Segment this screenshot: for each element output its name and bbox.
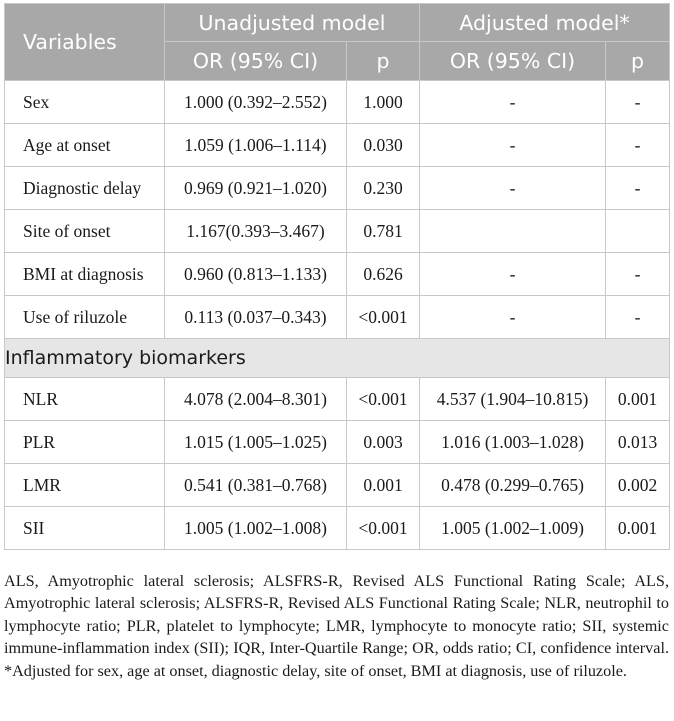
adjusted-or-cell: - xyxy=(420,296,606,339)
table-row xyxy=(5,378,670,421)
adjusted-or-cell xyxy=(420,210,606,253)
table-row xyxy=(5,210,670,253)
adjusted-or-cell: - xyxy=(420,124,606,167)
unadjusted-or-cell: 0.969 (0.921–1.020) xyxy=(165,167,347,210)
variables-header: Variables xyxy=(5,4,165,81)
adjusted-p-cell: - xyxy=(606,124,670,167)
table-row xyxy=(5,253,670,296)
variable-label: BMI at diagnosis xyxy=(5,253,165,296)
adjusted-or-cell: - xyxy=(420,167,606,210)
variable-label: Site of onset xyxy=(5,210,165,253)
unadjusted-or-cell: 1.015 (1.005–1.025) xyxy=(165,421,347,464)
unadjusted-or-cell: 1.059 (1.006–1.114) xyxy=(165,124,347,167)
table-row xyxy=(5,296,670,339)
unadjusted-or-cell: 0.541 (0.381–0.768) xyxy=(165,464,347,507)
unadjusted-p-cell: 0.626 xyxy=(347,253,420,296)
table-row xyxy=(5,421,670,464)
unadjusted-p-header: p xyxy=(347,42,420,81)
unadjusted-or-cell: 1.005 (1.002–1.008) xyxy=(165,507,347,550)
adjusted-p-cell: 0.013 xyxy=(606,421,670,464)
section-row xyxy=(5,339,670,378)
adjusted-or-ci-header: OR (95% CI) xyxy=(420,42,606,81)
variable-label: Use of riluzole xyxy=(5,296,165,339)
adjusted-p-cell: - xyxy=(606,253,670,296)
table-row xyxy=(5,464,670,507)
adjusted-p-header: p xyxy=(606,42,670,81)
adjusted-or-cell: 0.478 (0.299–0.765) xyxy=(420,464,606,507)
adjusted-p-cell: 0.002 xyxy=(606,464,670,507)
adjusted-p-cell: - xyxy=(606,81,670,124)
unadjusted-p-cell: <0.001 xyxy=(347,296,420,339)
header-row-top xyxy=(5,4,670,42)
table-row xyxy=(5,167,670,210)
unadjusted-p-cell: 0.030 xyxy=(347,124,420,167)
regression-table xyxy=(4,3,670,550)
unadjusted-model-header: Unadjusted model xyxy=(165,4,420,42)
unadjusted-or-ci-header: OR (95% CI) xyxy=(165,42,347,81)
section-title: Inflammatory biomarkers xyxy=(5,339,670,378)
table-row xyxy=(5,507,670,550)
unadjusted-p-cell: 0.003 xyxy=(347,421,420,464)
variable-label: Diagnostic delay xyxy=(5,167,165,210)
table-row xyxy=(5,81,670,124)
adjusted-p-cell: 0.001 xyxy=(606,507,670,550)
table-footnote: ALS, Amyotrophic lateral sclerosis; ALSFRS-R, Revised ALS Functional Rating Scale; ALS, Amyotrophic lateral sclerosis; ALSFRS-R, Revised ALS Functional Rating Scale; NLR, neutrophil to lymphocyte ratio; PLR, platelet to lymphocyte; LMR, lymphocyte to monocyte ratio; SII, systemic immune-inflammation index (SII); IQR, Inter-Quartile Range; OR, odds ratio; CI, confidence interval. *Adjusted for sex, age at onset, diagnostic delay, site of onset, BMI at diagnosis, use of riluzole. xyxy=(4,572,669,680)
unadjusted-p-cell: 0.781 xyxy=(347,210,420,253)
variable-label: LMR xyxy=(5,464,165,507)
adjusted-p-cell: - xyxy=(606,296,670,339)
adjusted-model-header: Adjusted model* xyxy=(420,4,670,42)
unadjusted-or-cell: 0.113 (0.037–0.343) xyxy=(165,296,347,339)
adjusted-or-cell: - xyxy=(420,253,606,296)
adjusted-p-cell: 0.001 xyxy=(606,378,670,421)
unadjusted-p-cell: <0.001 xyxy=(347,378,420,421)
unadjusted-or-cell: 0.960 (0.813–1.133) xyxy=(165,253,347,296)
unadjusted-p-cell: 0.230 xyxy=(347,167,420,210)
variable-label: PLR xyxy=(5,421,165,464)
adjusted-or-cell: 4.537 (1.904–10.815) xyxy=(420,378,606,421)
adjusted-p-cell: - xyxy=(606,167,670,210)
unadjusted-p-cell: 0.001 xyxy=(347,464,420,507)
adjusted-p-cell xyxy=(606,210,670,253)
adjusted-or-cell: 1.005 (1.002–1.009) xyxy=(420,507,606,550)
unadjusted-or-cell: 1.000 (0.392–2.552) xyxy=(165,81,347,124)
adjusted-or-cell: - xyxy=(420,81,606,124)
unadjusted-or-cell: 4.078 (2.004–8.301) xyxy=(165,378,347,421)
unadjusted-p-cell: 1.000 xyxy=(347,81,420,124)
table-row xyxy=(5,124,670,167)
variable-label: NLR xyxy=(5,378,165,421)
adjusted-or-cell: 1.016 (1.003–1.028) xyxy=(420,421,606,464)
variable-label: Age at onset xyxy=(5,124,165,167)
unadjusted-or-cell: 1.167(0.393–3.467) xyxy=(165,210,347,253)
unadjusted-p-cell: <0.001 xyxy=(347,507,420,550)
variable-label: Sex xyxy=(5,81,165,124)
variable-label: SII xyxy=(5,507,165,550)
